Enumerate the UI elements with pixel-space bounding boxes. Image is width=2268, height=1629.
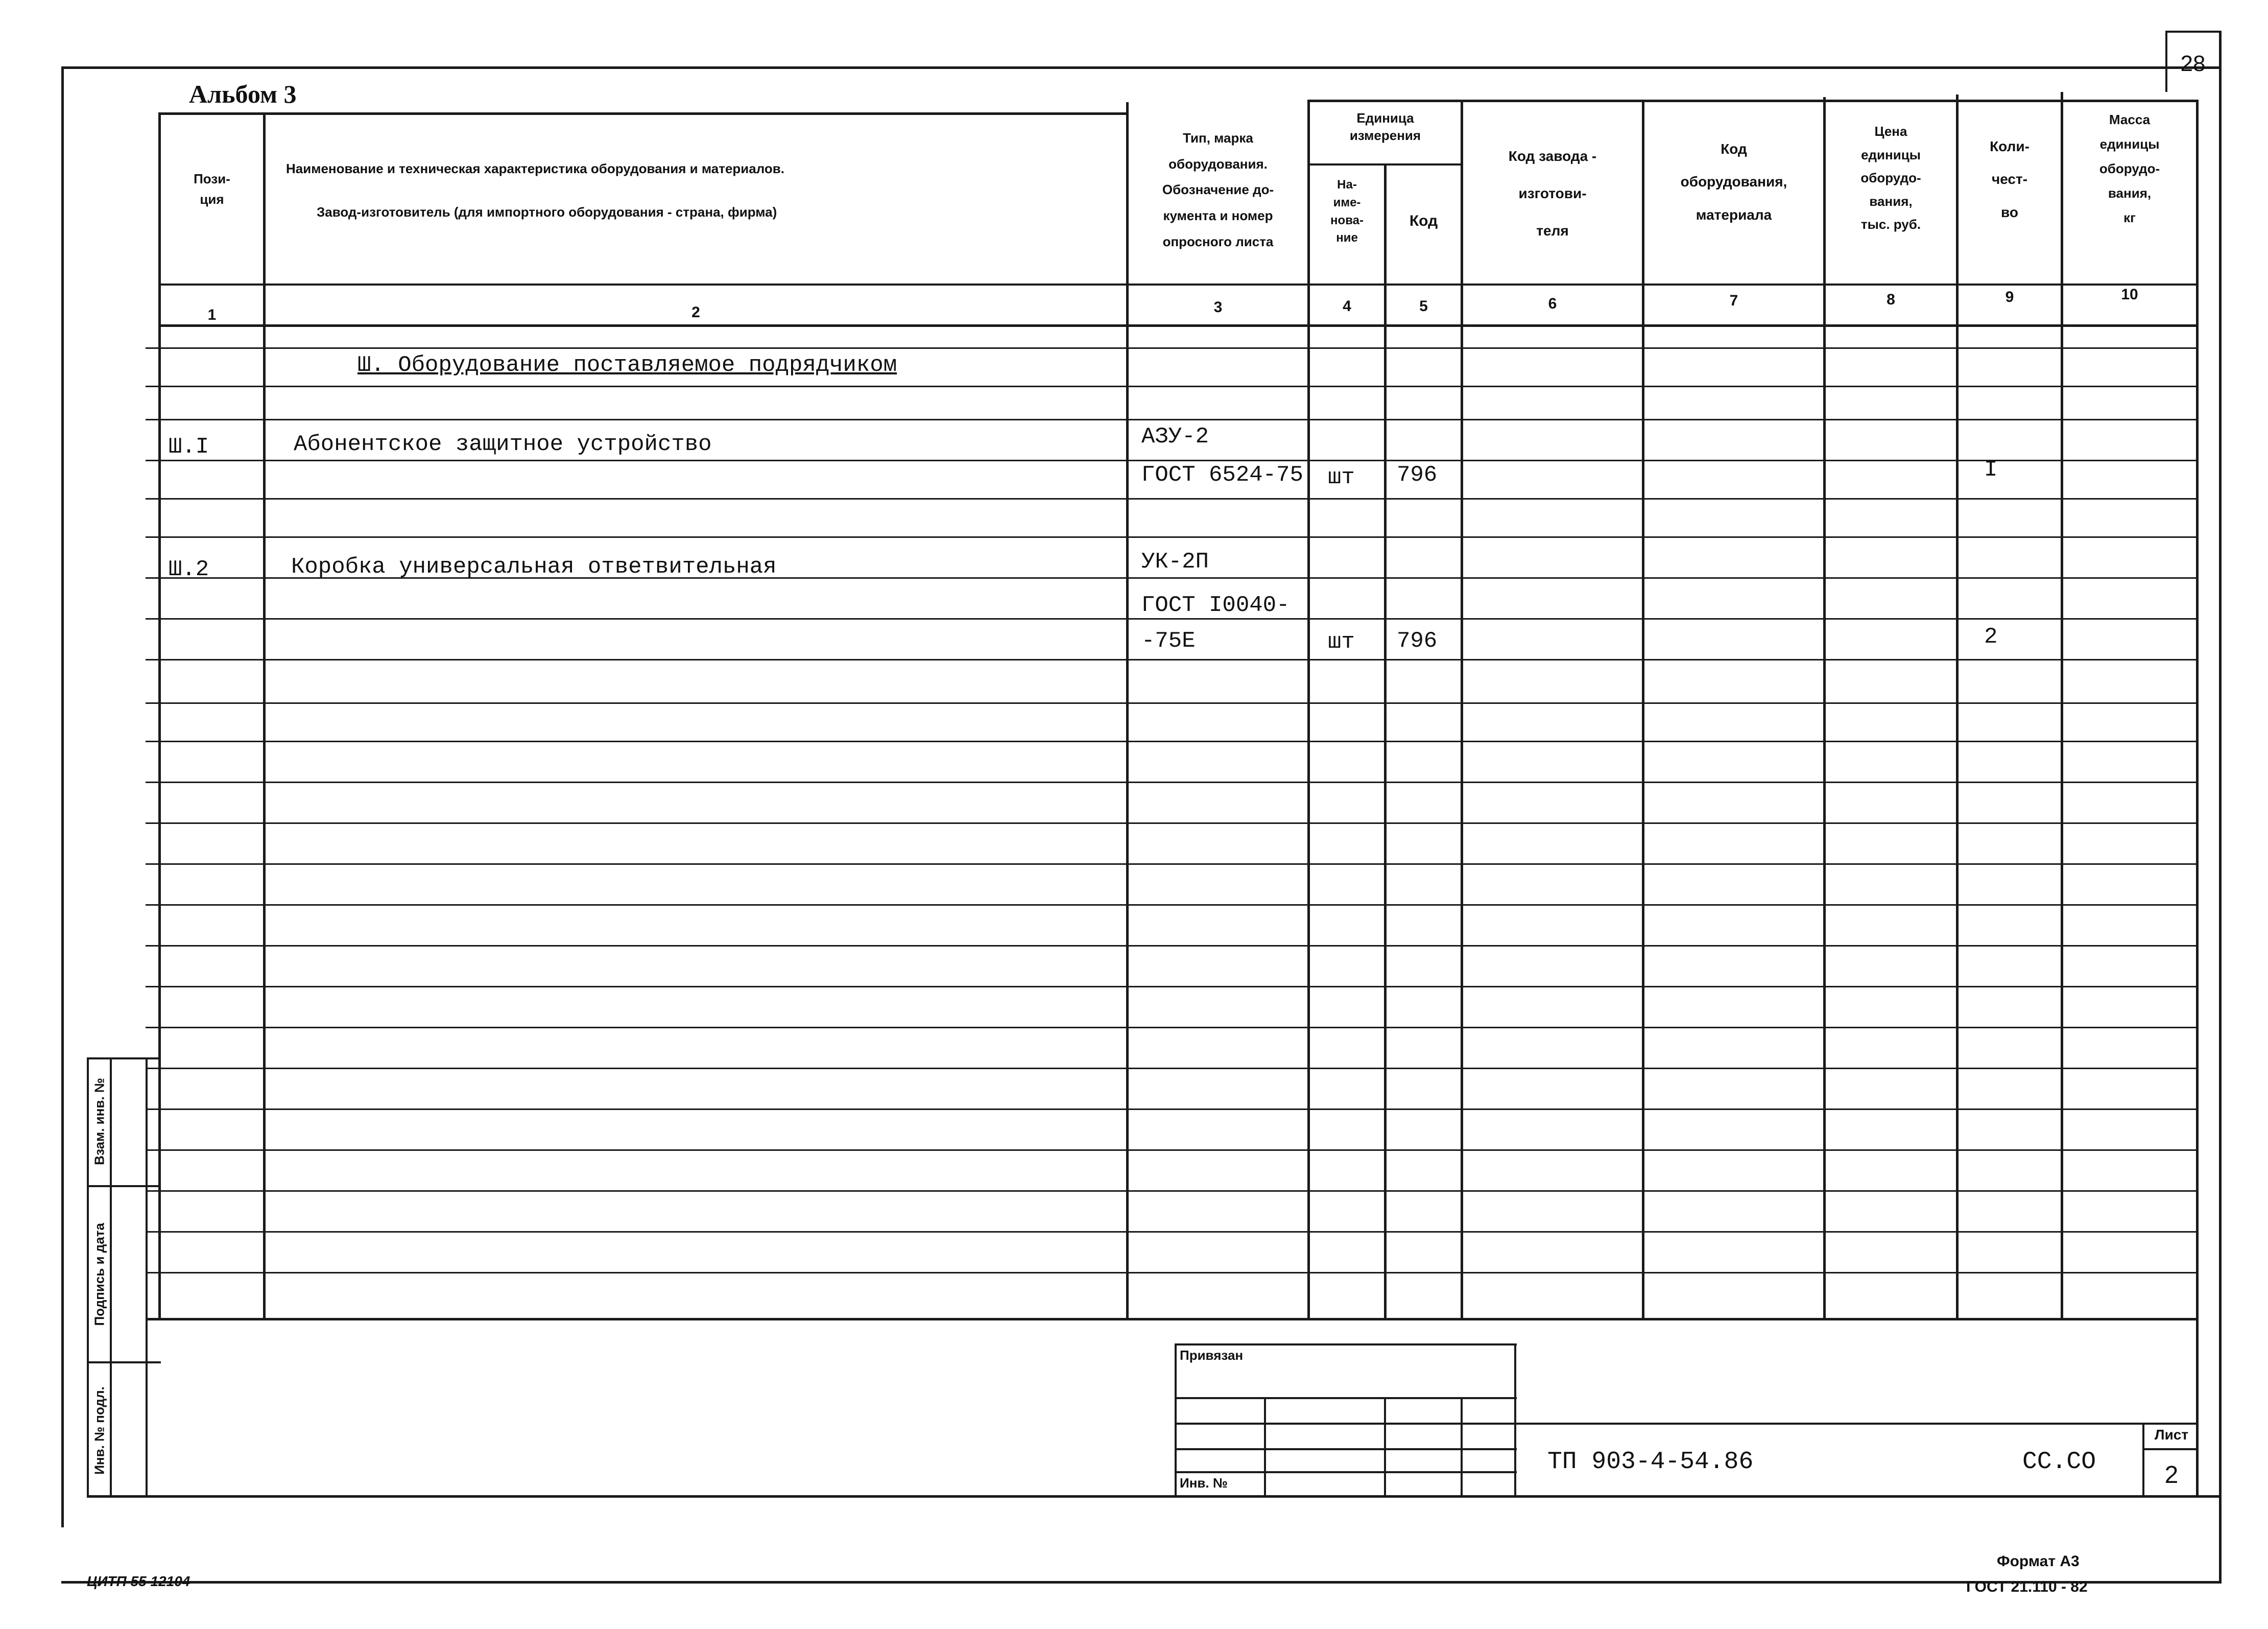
row-2-code: 796 (1397, 462, 1438, 488)
row-2-type: ГОСТ 6524-75 (1141, 462, 1303, 488)
privyazan-left (1175, 1343, 1177, 1497)
sheet-label: Лист (2154, 1427, 2189, 1443)
table-row-line (146, 1108, 2199, 1110)
privyazan-v3 (1461, 1397, 1463, 1497)
table-row-line (146, 1027, 2199, 1028)
privyazan-h4 (1175, 1471, 1517, 1473)
page-number: 28 (2180, 51, 2206, 76)
side-stamp-inner (110, 1057, 112, 1497)
frame-left (61, 66, 64, 1527)
unit-group-divider (1307, 163, 1463, 166)
table-row-line (146, 618, 2199, 620)
row-5-code: 796 (1397, 628, 1438, 654)
table-row-line (146, 741, 2199, 742)
row-3-name: Коробка универсальная ответвительная (291, 554, 777, 580)
side-stamp-replace-inv: Взам. инв. № (91, 1078, 107, 1165)
privyazan-v2 (1384, 1397, 1386, 1497)
row-4-type: ГОСТ I0040- (1141, 593, 1290, 618)
privyazan-label: Привязан (1180, 1348, 1244, 1363)
table-row-line (146, 986, 2199, 987)
header-col5: Код (1409, 213, 1438, 229)
table-top-border (158, 112, 1129, 115)
row-5-quantity: 2 (1984, 624, 1998, 650)
colnum-10: 10 (2121, 286, 2138, 303)
header-col9: Коли- чест- во (1990, 138, 2030, 220)
row-2-quantity: I (1984, 457, 1998, 483)
col-line-1 (263, 112, 266, 1318)
table-row-line (146, 347, 2199, 349)
designation-code: СС.СО (2022, 1448, 2096, 1476)
side-stamp-signature-date: Подпись и дата (91, 1223, 107, 1326)
col-line-7 (1823, 97, 1826, 1320)
table-row-line (146, 1190, 2199, 1192)
header-col1: Пози- ция (194, 171, 230, 207)
frame-top (61, 66, 2222, 69)
privyazan-v1 (1264, 1397, 1266, 1497)
table-row-line (146, 782, 2199, 783)
col-line-5 (1461, 100, 1463, 1320)
frame-right (2219, 31, 2222, 1584)
row-2-unit: шт (1328, 465, 1355, 490)
table-row-line (146, 1272, 2199, 1273)
colnum-6: 6 (1548, 295, 1557, 312)
album-title: Альбом 3 (189, 80, 297, 108)
header-col6: Код завода - изготови- теля (1508, 148, 1597, 239)
side-stamp-top (87, 1057, 161, 1059)
table-left-border (158, 112, 161, 1318)
footer-gost: ГОСТ 21.110 - 82 (1966, 1578, 2088, 1595)
header-col10: Масса единицы оборудо- вания, кг (2099, 112, 2160, 226)
colnum-1: 1 (207, 306, 217, 323)
table-row-line (146, 904, 2199, 906)
col-line-6 (1642, 100, 1644, 1320)
header-col2-line1: Наименование и техническая характеристика оборудования и материалов. (286, 161, 785, 176)
table-row-line (146, 702, 2199, 704)
header-col4: На- име- нова- ние (1330, 178, 1364, 245)
col-line-8 (1956, 95, 1959, 1320)
privyazan-h1 (1175, 1397, 1517, 1399)
side-stamp-div1 (87, 1185, 161, 1187)
table-row-line (146, 659, 2199, 660)
header-col3: Тип, марка оборудования. Обозначение до- кумента и номер опросного листа (1162, 130, 1274, 249)
side-stamp-left (87, 1057, 89, 1497)
side-stamp-inv-original: Инв. № подл. (91, 1386, 107, 1475)
section-heading: Ш. Оборудование поставляемое подрядчиком (357, 352, 897, 378)
side-stamp-div2 (87, 1361, 161, 1363)
header-bottom-line (158, 284, 2199, 286)
inv-no-label: Инв. № (1180, 1475, 1228, 1491)
colnum-7: 7 (1729, 292, 1738, 309)
privyazan-h3 (1175, 1448, 1517, 1450)
table-row-line (146, 419, 2199, 420)
col-line-3 (1307, 100, 1310, 1320)
table-row-line (146, 945, 2199, 947)
table-top-border-right (1307, 100, 2199, 102)
colnum-bottom-line (158, 324, 2199, 327)
privyazan-h2 (1175, 1423, 1517, 1425)
header-unit-group: Единица измерения (1349, 110, 1421, 143)
row-1-position: Ш.I (169, 434, 209, 460)
table-row-line (146, 863, 2199, 865)
colnum-3: 3 (1213, 299, 1223, 316)
side-stamp-right (146, 1057, 148, 1497)
table-row-line (146, 1149, 2199, 1151)
privyazan-right (1514, 1343, 1516, 1497)
header-col8: Цена единицы оборудо- вания, тыс. руб. (1860, 124, 1921, 232)
header-col7: Код оборудования, материала (1680, 141, 1787, 223)
sheet-box-divider (2142, 1448, 2199, 1450)
colnum-4: 4 (1343, 298, 1351, 315)
designation-top (1514, 1423, 2199, 1425)
table-bottom-line (146, 1318, 2199, 1320)
row-1-type: АЗУ-2 (1141, 424, 1209, 450)
colnum-8: 8 (1887, 291, 1895, 308)
frame-bottom (61, 1581, 2222, 1584)
privyazan-top (1175, 1343, 1517, 1345)
header-col2-line2: Завод-изготовитель (для импортного оборудования - страна, фирма) (317, 204, 777, 220)
row-3-type: УК-2П (1141, 549, 1209, 575)
table-row-line (146, 386, 2199, 387)
row-5-unit: шт (1328, 629, 1355, 655)
row-3-position: Ш.2 (169, 557, 209, 582)
table-row-line (146, 1068, 2199, 1069)
table-row-line (146, 1231, 2199, 1233)
row-5-type: -75Е (1141, 628, 1196, 654)
table-row-line (146, 460, 2199, 461)
page-box-top (2165, 31, 2222, 33)
col-line-9 (2061, 92, 2063, 1320)
side-stamp-bottom (87, 1495, 2222, 1498)
row-1-name: Абонентское защитное устройство (294, 432, 712, 457)
table-row-line (146, 822, 2199, 824)
table-row-line (146, 536, 2199, 538)
footer-left-code: ЦИТП 55 12104 (87, 1573, 190, 1589)
colnum-2: 2 (691, 304, 700, 321)
sheet-number: 2 (2164, 1461, 2179, 1489)
table-right-border (2196, 100, 2199, 1318)
table-row-line (146, 498, 2199, 500)
colnum-5: 5 (1419, 298, 1428, 315)
colnum-9: 9 (2005, 289, 2014, 305)
footer-format: Формат А3 (1997, 1553, 2080, 1570)
designation: ТП 903-4-54.86 (1547, 1448, 1754, 1476)
